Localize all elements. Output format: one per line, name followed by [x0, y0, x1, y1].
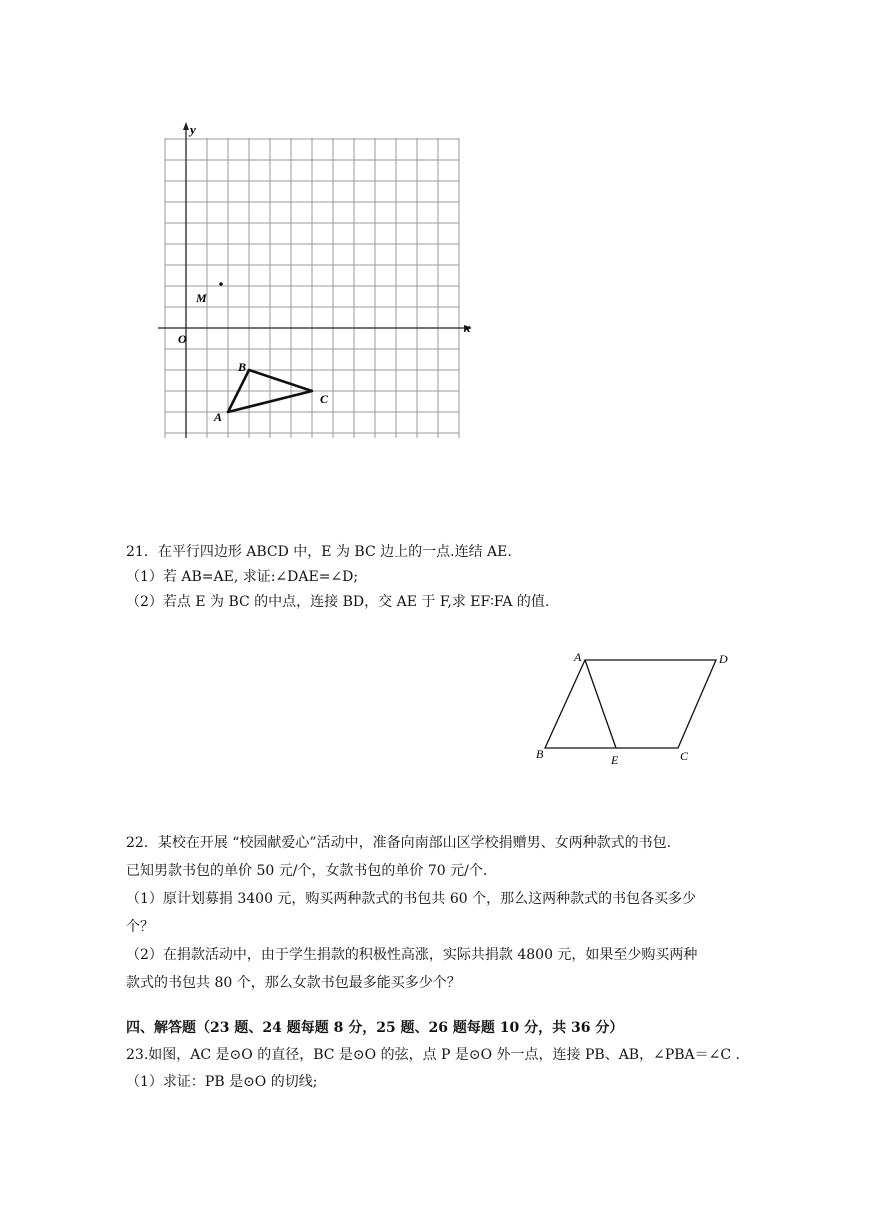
q21-part1: （1）若 AB=AE, 求证:∠DAE=∠D;	[126, 569, 359, 585]
label-d: D	[719, 652, 728, 666]
coordinate-grid-figure	[150, 118, 480, 443]
label-b: B	[536, 747, 544, 761]
grid-lines	[165, 138, 459, 438]
parallelogram-abcd	[545, 660, 716, 748]
q22-part1-2: 个？	[126, 919, 154, 935]
q21-part2: （2）若点 E 为 BC 的中点，连接 BD，交 AE 于 F,求 EF∶FA 的值.	[126, 594, 550, 610]
y-axis-arrow	[183, 122, 189, 130]
point-m-label: M	[196, 291, 207, 305]
x-axis-label: x	[464, 320, 471, 335]
q22-part2-2: 款式的书包共 80 个，那么女款书包最多能买多少个？	[126, 975, 461, 991]
label-e: E	[611, 753, 619, 767]
label-c: C	[680, 749, 689, 763]
point-m	[219, 282, 223, 286]
label-a: A	[574, 650, 582, 664]
section-4-heading: 四、解答题（23 题、24 题每题 8 分，25 题、26 题每题 10 分，共 36 分）	[126, 1020, 624, 1036]
y-axis-label: y	[190, 122, 196, 137]
q22-part2-1: （2）在捐款活动中，由于学生捐款的积极性高涨，实际共捐款 4800 元，如果至少购买两种	[126, 947, 698, 963]
q21-statement: 21．在平行四边形 ABCD 中，E 为 BC 边上的一点.连结 AE.	[126, 544, 512, 560]
q22-statement-1: 22．某校在开展 “校园献爱心”活动中，准备向南部山区学校捐赠男、女两种款式的书包.	[126, 835, 672, 851]
q22-statement-2: 已知男款书包的单价 50 元/个，女款书包的单价 70 元/个.	[126, 863, 488, 879]
vertex-c-label: C	[320, 392, 329, 406]
q23-statement: 23.如图，AC 是⊙O 的直径，BC 是⊙O 的弦，点 P 是⊙O 外一点，连接 PB、AB，∠PBA＝∠C .	[126, 1047, 740, 1063]
origin-label: O	[178, 332, 187, 346]
vertex-a-label: A	[214, 410, 223, 424]
parallelogram-figure	[530, 648, 740, 770]
vertex-b-label: B	[238, 360, 247, 374]
segment-ae	[585, 660, 616, 748]
q23-part1: （1）求证：PB 是⊙O 的切线;	[126, 1074, 318, 1090]
q22-part1-1: （1）原计划募捐 3400 元，购买两种款式的书包共 60 个，那么这两种款式的书包各买多少	[126, 891, 697, 907]
